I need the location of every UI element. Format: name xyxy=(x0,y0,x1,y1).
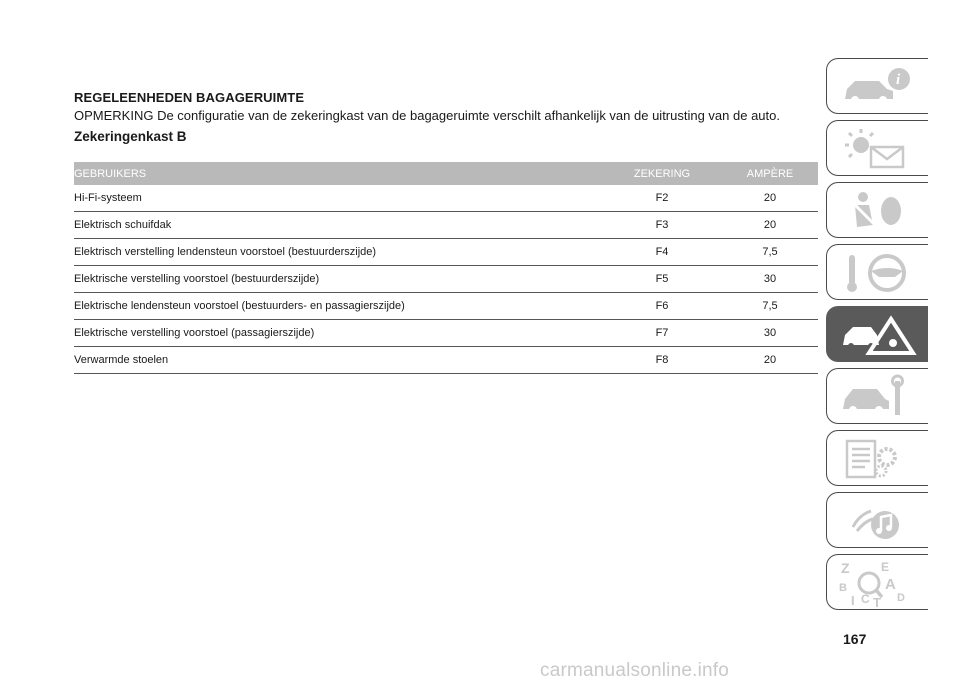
page-number: 167 xyxy=(843,631,867,647)
svg-text:D: D xyxy=(897,592,905,604)
watermark: carmanualsonline.info xyxy=(540,660,730,681)
table-row xyxy=(74,266,818,293)
cell-user: Elektrische verstelling voorstoel (passagierszijde) xyxy=(74,320,602,347)
column-header-amp: AMPÈRE xyxy=(746,167,794,180)
table-header-row xyxy=(74,162,818,185)
configuration-note: OPMERKING De configuratie van de zekeringkast van de bagageruimte verschilt afhankelijk van de uitrusting van de auto. xyxy=(74,108,780,123)
table-row xyxy=(74,239,818,266)
cell-user: Hi-Fi-systeem xyxy=(74,185,602,212)
technical-data-icon xyxy=(835,435,923,483)
tab-emergency[interactable] xyxy=(826,306,928,362)
cell-amp: 20 xyxy=(722,185,818,212)
table-row xyxy=(74,347,818,374)
column-header-users: GEBRUIKERS xyxy=(74,167,147,180)
table-row xyxy=(74,212,818,239)
svg-text:A: A xyxy=(885,576,896,593)
tab-car-info[interactable] xyxy=(826,58,928,114)
cell-user: Elektrische verstelling voorstoel (bestuurderszijde) xyxy=(74,266,602,293)
tab-starting-driving[interactable] xyxy=(826,244,928,300)
tab-technical-data[interactable] xyxy=(826,430,928,486)
cell-amp: 30 xyxy=(722,266,818,293)
tab-index[interactable] xyxy=(826,554,928,610)
svg-text:C: C xyxy=(861,592,870,606)
car-breakdown-warning-icon xyxy=(835,311,923,359)
multimedia-icon xyxy=(835,497,923,545)
cell-fuse: F4 xyxy=(602,239,722,266)
chapter-tabs xyxy=(826,58,928,616)
warning-light-message-icon xyxy=(835,125,923,173)
svg-text:i: i xyxy=(896,72,901,88)
table-row xyxy=(74,320,818,347)
cell-amp: 7,5 xyxy=(722,239,818,266)
cell-fuse: F2 xyxy=(602,185,722,212)
fuse-table xyxy=(74,162,818,374)
cell-user: Verwarmde stoelen xyxy=(74,347,602,374)
key-steering-wheel-icon xyxy=(835,249,923,297)
index-icon xyxy=(835,559,923,607)
cell-fuse: F3 xyxy=(602,212,722,239)
section-title: REGELEENHEDEN BAGAGERUIMTE xyxy=(74,90,305,105)
svg-text:T: T xyxy=(873,595,881,607)
main-content xyxy=(74,90,818,144)
cell-user: Elektrisch schuifdak xyxy=(74,212,602,239)
cell-amp: 7,5 xyxy=(722,293,818,320)
svg-text:E: E xyxy=(881,560,890,574)
tab-warning-lights[interactable] xyxy=(826,120,928,176)
table-row xyxy=(74,185,818,212)
table-row xyxy=(74,293,818,320)
svg-text:Z: Z xyxy=(841,560,850,576)
cell-user: Elektrisch verstelling lendensteun voorstoel (bestuurderszijde) xyxy=(74,239,602,266)
cell-user: Elektrische lendensteun voorstoel (bestuurders- en passagierszijde) xyxy=(74,293,602,320)
tab-maintenance[interactable] xyxy=(826,368,928,424)
cell-fuse: F6 xyxy=(602,293,722,320)
cell-fuse: F5 xyxy=(602,266,722,293)
tab-multimedia[interactable] xyxy=(826,492,928,548)
cell-amp: 30 xyxy=(722,320,818,347)
fuse-box-subheading: Zekeringenkast B xyxy=(74,129,187,144)
svg-text:I: I xyxy=(851,593,855,607)
cell-fuse: F8 xyxy=(602,347,722,374)
car-maintenance-icon xyxy=(835,373,923,421)
seatbelt-airbag-icon xyxy=(835,187,923,235)
cell-amp: 20 xyxy=(722,347,818,374)
tab-safety[interactable] xyxy=(826,182,928,238)
cell-amp: 20 xyxy=(722,212,818,239)
column-header-fuse: ZEKERING xyxy=(633,167,691,180)
car-info-icon xyxy=(835,63,923,111)
cell-fuse: F7 xyxy=(602,320,722,347)
svg-text:B: B xyxy=(839,582,847,594)
